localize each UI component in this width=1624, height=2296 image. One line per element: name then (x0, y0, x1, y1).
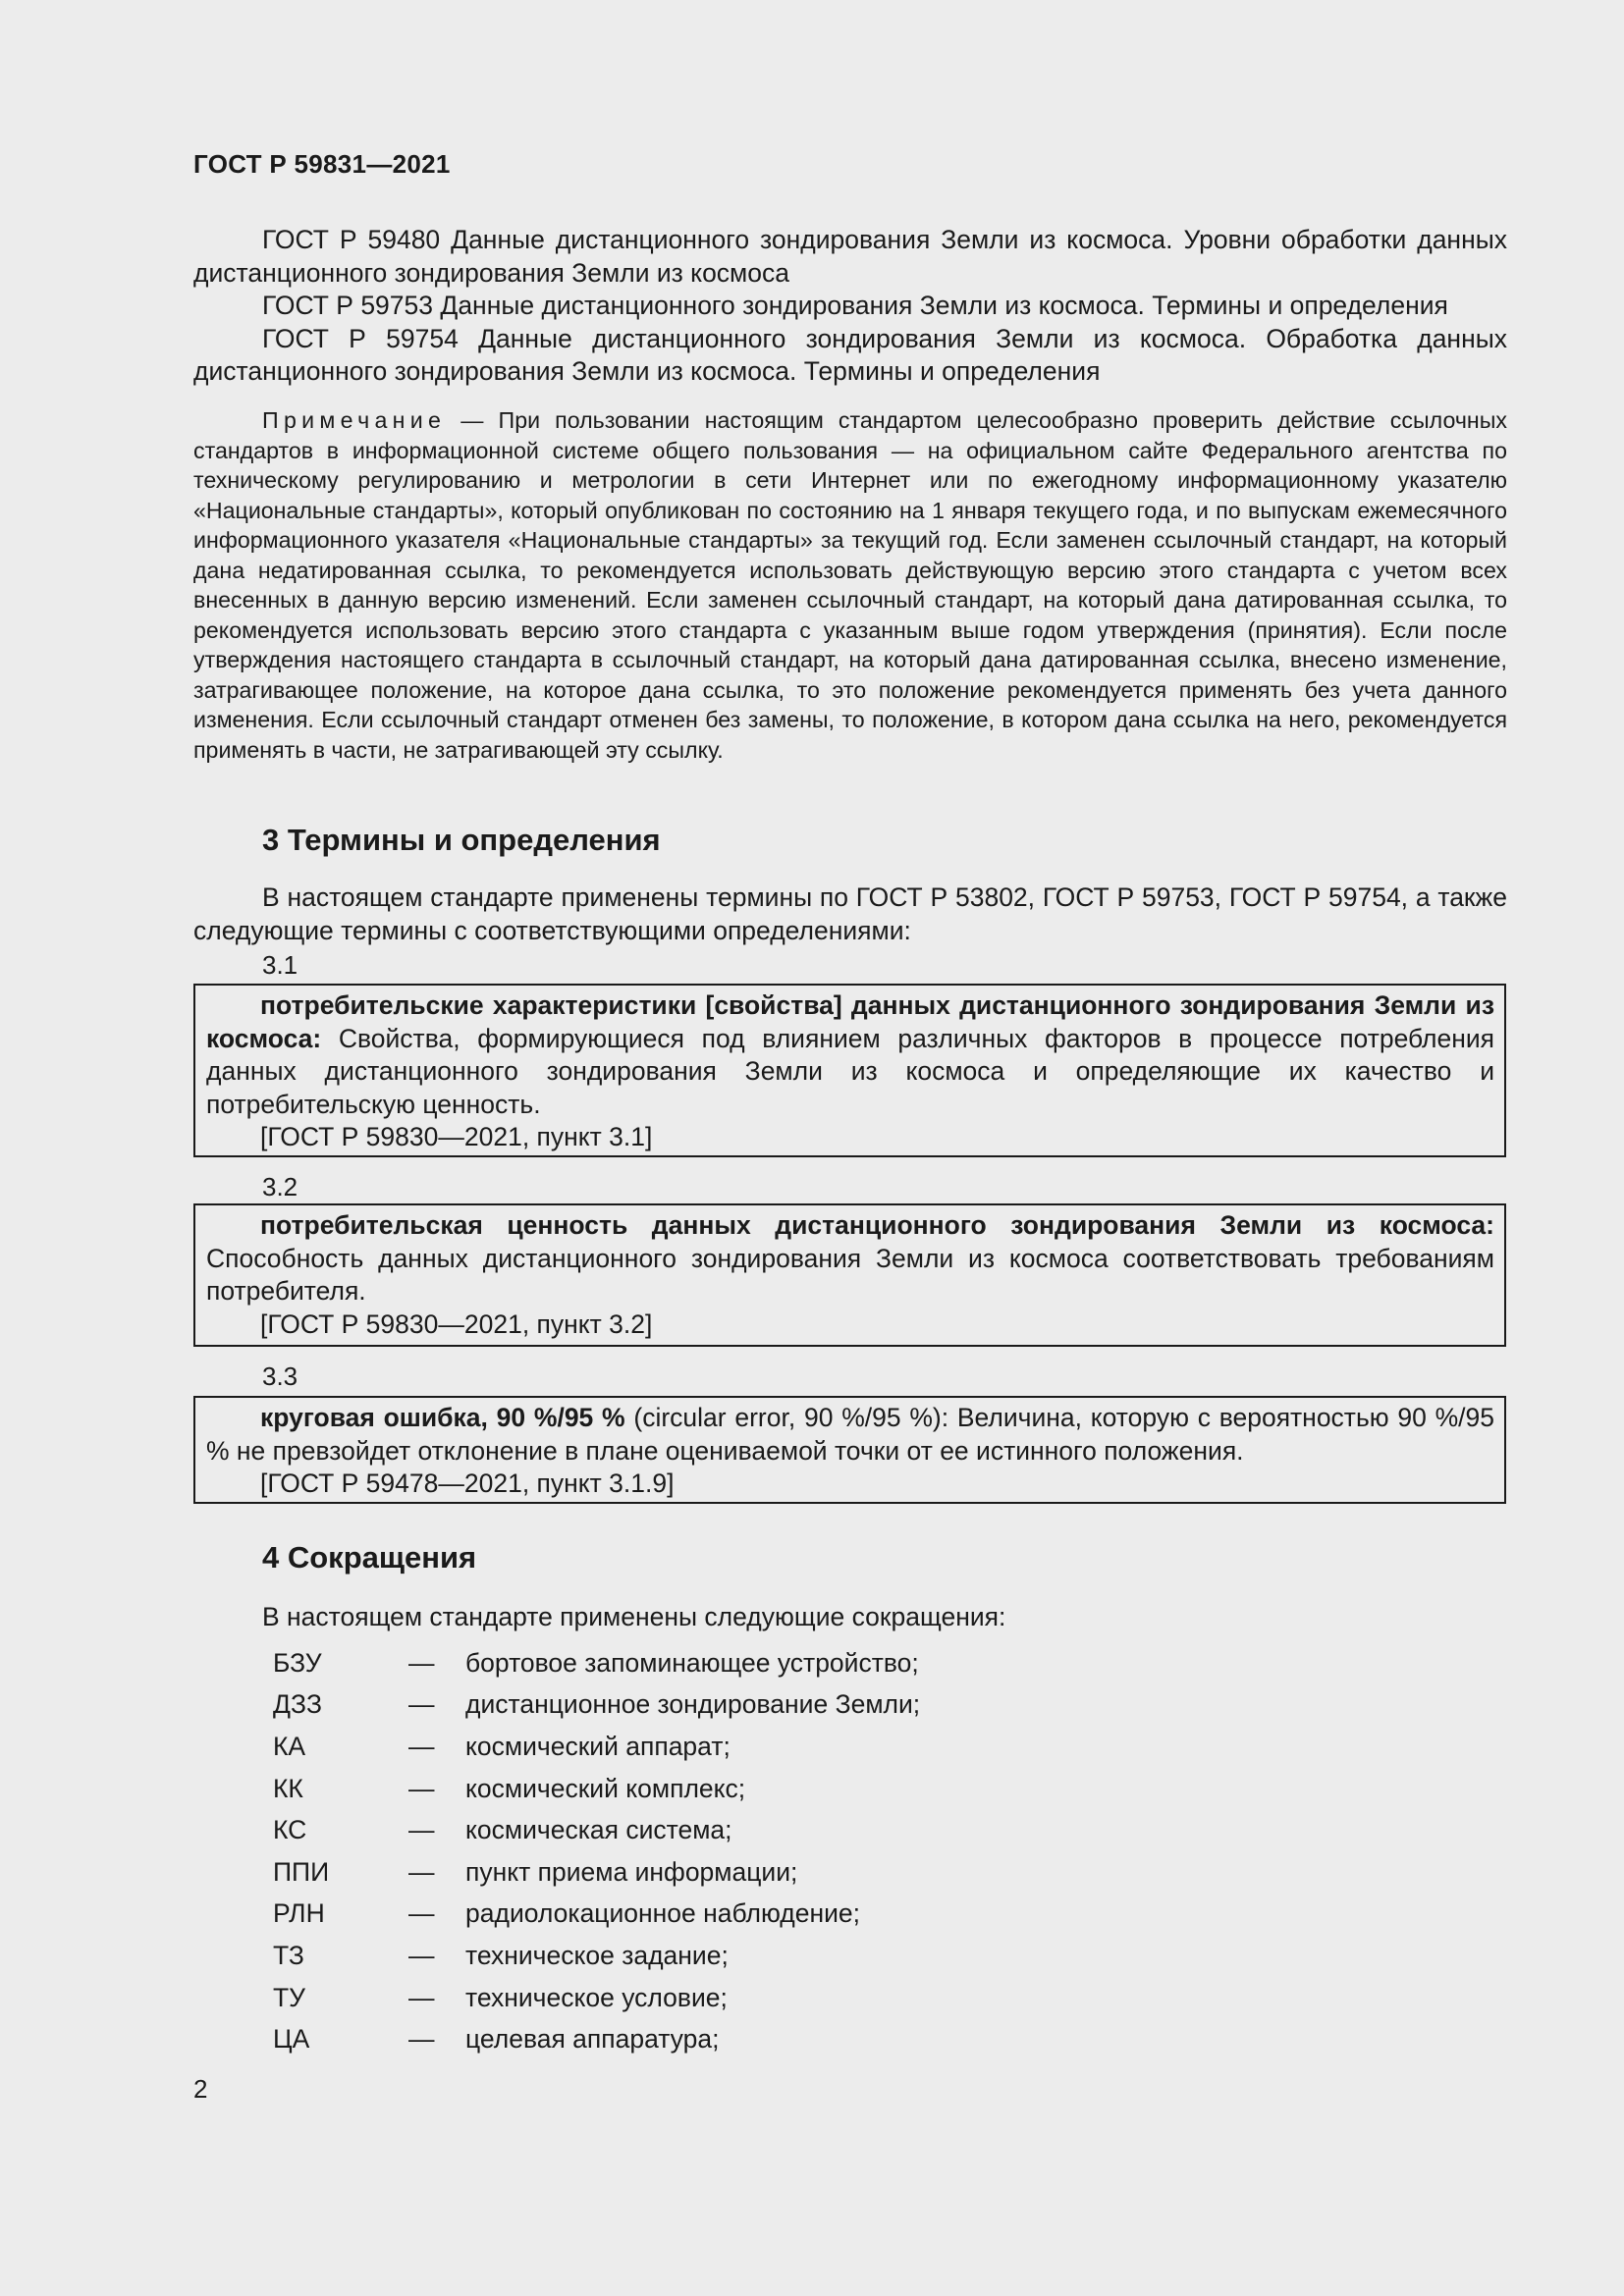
term-source: [ГОСТ Р 59830—2021, пункт 3.1] (260, 1122, 653, 1151)
abbreviation-meaning: космическая система; (465, 1815, 732, 1845)
term-definition-text: (circular error, 90 %/95 %): Величина, которую с вероятностью 90 %/95 % не превзойдет отклонение в плане оцениваемой точки от ее истинного положения. (206, 1403, 1495, 1466)
abbreviation-code: КК (273, 1773, 303, 1803)
reference-item: ГОСТ Р 59480 Данные дистанционного зондирования Земли из космоса. Уровни обработки данных дистанционного зондирования Земли из космоса (193, 225, 1507, 288)
term-definition (206, 1402, 1494, 1468)
abbreviation-code: РЛН (273, 1898, 325, 1929)
abbreviation-code: ППИ (273, 1856, 330, 1887)
reference-item: ГОСТ Р 59753 Данные дистанционного зондирования Земли из космоса. Термины и определения (262, 291, 1448, 320)
page-number: 2 (193, 2074, 208, 2104)
abbreviation-dash: — (408, 1856, 435, 1887)
abbreviation-code: ДЗЗ (273, 1689, 322, 1720)
abbreviation-code: ТУ (273, 1982, 306, 2012)
abbreviation-dash: — (408, 1940, 435, 1970)
term-definition-text: Свойства, формирующиеся под влиянием различных факторов в процессе потребления данных дистанционного зондирования Земли из космоса и определяющие их качество и потребительскую ценность. (206, 1023, 1494, 1119)
document-header: ГОСТ Р 59831—2021 (193, 149, 451, 179)
term-box (193, 1203, 1506, 1347)
abbreviation-meaning: космический аппарат; (465, 1731, 731, 1761)
term-number: 3.1 (262, 950, 298, 980)
term-name: потребительская ценность данных дистанционного зондирования Земли из космоса: (260, 1210, 1494, 1240)
abbreviation-dash: — (408, 1773, 435, 1803)
abbreviation-row (273, 1935, 920, 1977)
abbreviation-row (273, 1768, 920, 1810)
note-label: Примечание (262, 407, 447, 433)
abbreviation-code: КС (273, 1815, 307, 1845)
abbreviation-code: ТЗ (273, 1940, 304, 1970)
term-name: потребительские характеристики [свойства] данных дистанционного зондирования Земли из космоса: (206, 990, 1494, 1053)
abbreviation-code: КА (273, 1731, 306, 1761)
term-definition-text: Способность данных дистанционного зондирования Земли из космоса соответствовать требованиям потребителя. (206, 1243, 1494, 1306)
note-paragraph (193, 405, 1507, 765)
term-box (193, 1396, 1506, 1504)
abbreviation-meaning: целевая аппаратура; (465, 2024, 720, 2055)
section-3-intro: В настоящем стандарте применены термины по ГОСТ Р 53802, ГОСТ Р 59753, ГОСТ Р 59754, а также следующие термины с соответствующими определениями: (193, 882, 1507, 945)
reference-item: ГОСТ Р 59754 Данные дистанционного зондирования Земли из космоса. Обработка данных дистанционного зондирования Земли из космоса. Термины и определения (193, 323, 1507, 386)
abbreviation-row (273, 1726, 920, 1768)
term-name: круговая ошибка, 90 %/95 % (260, 1403, 625, 1432)
abbreviation-row (273, 2018, 920, 2060)
abbreviation-row (273, 1642, 920, 1684)
term-number: 3.2 (262, 1172, 298, 1201)
abbreviation-dash: — (408, 1731, 435, 1761)
abbreviation-meaning: радиолокационное наблюдение; (465, 1898, 860, 1929)
abbreviation-list (273, 1642, 920, 2060)
term-source: [ГОСТ Р 59478—2021, пункт 3.1.9] (260, 1468, 675, 1498)
term-definition (206, 989, 1494, 1121)
abbreviation-dash: — (408, 1647, 435, 1678)
normative-references (193, 224, 1507, 389)
abbreviation-dash: — (408, 1815, 435, 1845)
abbreviation-meaning: космический комплекс; (465, 1773, 746, 1803)
section-4-title: 4 Сокращения (262, 1540, 477, 1575)
abbreviation-meaning: пункт приема информации; (465, 1856, 798, 1887)
abbreviation-row (273, 1851, 920, 1894)
abbreviation-meaning: дистанционное зондирование Земли; (465, 1689, 921, 1720)
abbreviation-dash: — (408, 1898, 435, 1929)
term-number: 3.3 (262, 1362, 298, 1391)
abbreviation-dash: — (408, 1689, 435, 1720)
section-4-intro: В настоящем стандарте применены следующие сокращения: (262, 1602, 1006, 1631)
abbreviation-meaning: техническое задание; (465, 1940, 729, 1970)
term-source: [ГОСТ Р 59830—2021, пункт 3.2] (260, 1308, 653, 1339)
section-3-title: 3 Термины и определения (262, 823, 661, 857)
abbreviation-dash: — (408, 2024, 435, 2055)
abbreviation-meaning: бортовое запоминающее устройство; (465, 1647, 919, 1678)
note-text: — При пользовании настоящим стандартом целесообразно проверить действие ссылочных стандартов в информационной системе общего пользования — на официальном сайте Федерального агентства по техническому регулированию и метрологии в сети Интернет или по ежегодному информационному указателю «Национальные стандарты», который опубликован по состоянию на 1 января текущего года, и по выпускам ежемесячного информационного указателя «Национальные стандарты» за текущий год. Если заменен ссылочный стандарт, на который дана недатированная ссылка, то рекомендуется использовать действующую версию этого стандарта с учетом всех внесенных в данную версию изменений. Если заменен ссылочный стандарт, на который дана датированная ссылка, то рекомендуется использовать версию этого стандарта с указанным выше годом утверждения (принятия). Если после утверждения настоящего стандарта в ссылочный стандарт, на который дана датированная ссылка, внесено изменение, затрагивающее положение, на которое дана ссылка, то это положение рекомендуется применять без учета данного изменения. Если ссылочный стандарт отменен без замены, то положение, в котором дана ссылка на него, рекомендуется применять в части, не затрагивающей эту ссылку. (193, 407, 1507, 763)
abbreviation-row (273, 1977, 920, 2019)
abbreviation-dash: — (408, 1982, 435, 2012)
abbreviation-row (273, 1894, 920, 1936)
term-box (193, 984, 1506, 1157)
abbreviation-row (273, 1684, 920, 1727)
term-definition (206, 1209, 1494, 1308)
abbreviation-row (273, 1809, 920, 1851)
abbreviation-code: ЦА (273, 2024, 310, 2055)
abbreviation-code: БЗУ (273, 1647, 322, 1678)
abbreviation-meaning: техническое условие; (465, 1982, 728, 2012)
